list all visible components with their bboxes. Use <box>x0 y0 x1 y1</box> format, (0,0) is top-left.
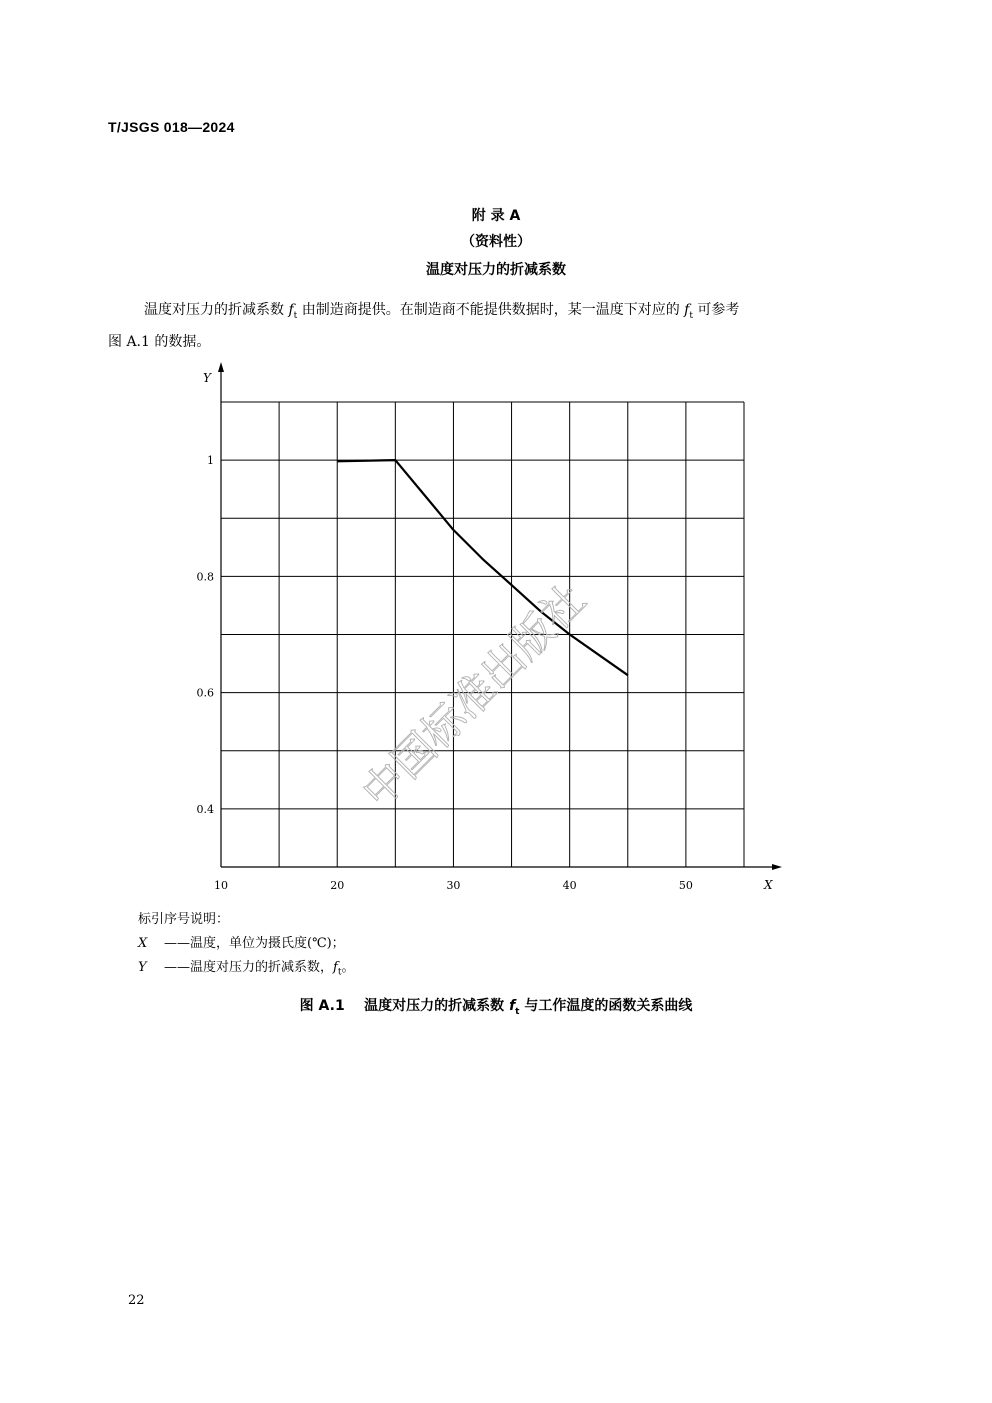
para-text-4: 图 A.1 的数据。 <box>108 333 211 350</box>
y-tick-label: 0.8 <box>196 570 214 584</box>
caption-f-subscript: t <box>515 1006 520 1017</box>
para-text-2: 由制造商提供。在制造商不能提供数据时，某一温度下对应的 <box>297 302 685 318</box>
legend-f-subscript: t <box>337 967 342 978</box>
x-tick-label: 50 <box>678 879 693 892</box>
legend-x-symbol: X <box>138 936 148 951</box>
reduction-factor-chart <box>190 360 790 900</box>
chart-axes <box>203 362 782 892</box>
x-axis-arrow <box>772 864 782 870</box>
para-text-1: 温度对压力的折减系数 <box>144 302 289 318</box>
x-tick-label: 20 <box>330 879 345 892</box>
figure-label: 图 A.1 <box>299 998 345 1014</box>
y-tick-label: 1 <box>207 454 214 468</box>
f-subscript: t <box>293 310 298 321</box>
watermark: 中国标准出版社 <box>352 574 595 818</box>
caption-f-symbol: f <box>509 998 516 1014</box>
legend-x <box>138 932 345 951</box>
figure-text-a: 温度对压力的折减系数 <box>344 998 510 1014</box>
legend-y-end: 。 <box>341 960 355 975</box>
x-tick-label: 30 <box>446 879 461 892</box>
y-axis-arrow <box>218 362 224 372</box>
series-line-ft <box>337 460 628 675</box>
legend-title: 标引序号说明： <box>138 912 230 927</box>
y-tick-label: 0.6 <box>196 686 214 700</box>
f-symbol-2: f <box>684 302 690 318</box>
x-axis-label: X <box>764 878 773 892</box>
f-symbol: f <box>288 302 294 318</box>
appendix-type: （资料性） <box>461 234 531 250</box>
chart-series <box>337 460 628 675</box>
x-tick-label: 10 <box>214 879 228 892</box>
legend-f-symbol: f <box>333 960 338 975</box>
legend-x-desc: ——温度，单位为摄氏度(℃)； <box>164 936 345 951</box>
appendix-title: 附 录 A <box>471 208 521 224</box>
section-title: 温度对压力的折减系数 <box>426 262 566 278</box>
legend-y-symbol: Y <box>138 960 147 975</box>
y-axis-label: Y <box>203 371 211 385</box>
chart-grid <box>221 402 744 867</box>
y-tick-label: 0.4 <box>196 802 214 816</box>
body-paragraph <box>108 297 878 355</box>
legend-y-desc: ——温度对压力的折减系数， <box>164 960 334 975</box>
document-code: T/JSGS 018—2024 <box>108 119 235 135</box>
figure-caption <box>0 995 992 1017</box>
x-tick-label: 40 <box>562 879 577 892</box>
page-number: 22 <box>128 1293 145 1308</box>
figure-text-b: 与工作温度的函数关系曲线 <box>519 998 693 1014</box>
legend-y <box>138 956 354 978</box>
f-subscript-2: t <box>689 310 693 321</box>
para-text-3: 可参考 <box>692 302 740 318</box>
